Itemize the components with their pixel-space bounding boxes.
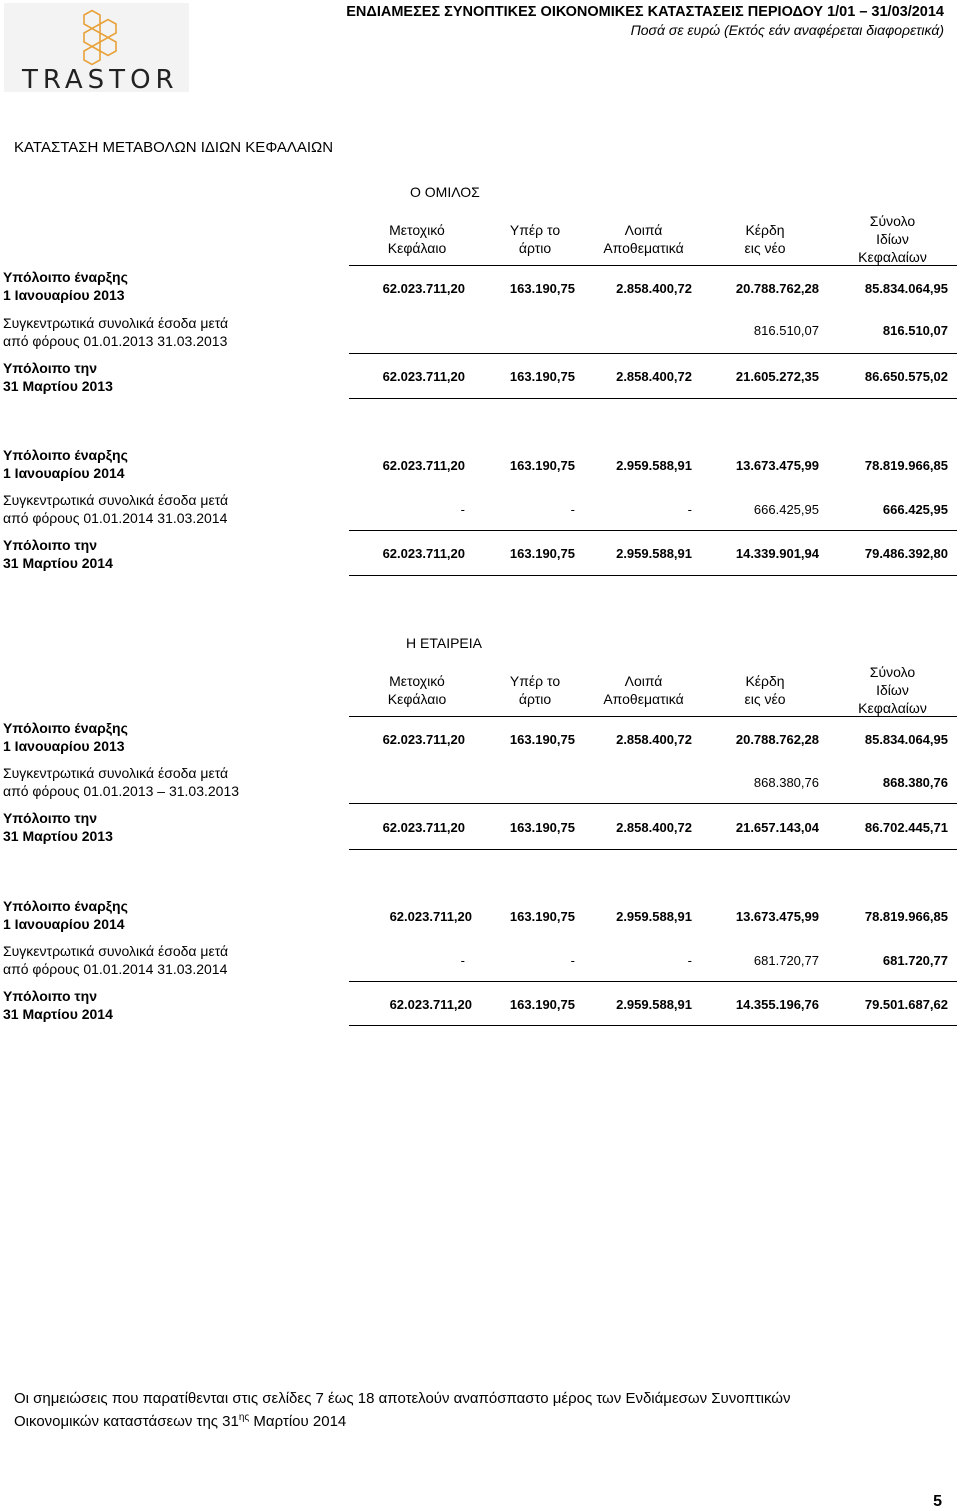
subtotal-rule (349, 353, 957, 354)
row-label: Συγκεντρωτικά συνολικά έσοδα μετά από φόρους 01.01.2013 31.03.2013 (3, 315, 229, 349)
row-label: Υπόλοιπο έναρξης 1 Ιανουαρίου 2014 (3, 447, 128, 481)
logo-wordmark: TRASTOR (22, 65, 179, 95)
row-label: Συγκεντρωτικά συνολικά έσοδα μετά από φόρους 01.01.2013 – 31.03.2013 (3, 765, 240, 799)
row-label: Υπόλοιπο την 31 Μαρτίου 2014 (3, 988, 113, 1022)
col-retained-earnings: Κέρδη εις νέο (744, 222, 786, 256)
col-share-premium: Υπέρ το άρτιο (509, 673, 561, 707)
subtotal-rule (349, 981, 957, 982)
report-header-subtitle: Ποσά σε ευρώ (Εκτός εάν αναφέρεται διαφορετικά) (630, 22, 944, 38)
row-label: Υπόλοιπο την 31 Μαρτίου 2013 (3, 360, 113, 394)
header-rule (349, 265, 957, 266)
total-rule (349, 1025, 957, 1026)
report-header-title: ΕΝΔΙΑΜΕΣΕΣ ΣΥΝΟΠΤΙΚΕΣ ΟΙΚΟΝΟΜΙΚΕΣ ΚΑΤΑΣΤΑΣΕΙΣ ΠΕΡΙΟΔΟΥ 1/01 – 31/03/2014 (346, 4, 944, 20)
row-label: Υπόλοιπο έναρξης 1 Ιανουαρίου 2013 (3, 269, 128, 303)
col-share-premium: Υπέρ το άρτιο (509, 222, 561, 256)
row-label: Συγκεντρωτικά συνολικά έσοδα μετά από φόρους 01.01.2014 31.03.2014 (3, 943, 229, 977)
row-label: Υπόλοιπο έναρξης 1 Ιανουαρίου 2014 (3, 898, 128, 932)
header-rule (349, 716, 957, 717)
total-rule (349, 398, 957, 399)
footnote: Οι σημειώσεις που παρατίθενται στις σελίδες 7 έως 18 αποτελούν αναπόσπαστο μέρος των Ενδιάμεσων Συνοπτικών Οικονομικών καταστάσεων της $31^{\eta\varsigma}$ Μαρτίου 2014 (14, 1390, 791, 1430)
subtotal-rule (349, 530, 957, 531)
col-other-reserves: Λοιπά Αποθεματικά (603, 222, 684, 256)
total-rule (349, 575, 957, 576)
group-heading: Ο ΟΜΙΛΟΣ (410, 184, 480, 200)
row-label: Συγκεντρωτικά συνολικά έσοδα μετά από φόρους 01.01.2014 31.03.2014 (3, 492, 229, 526)
col-total-equity: Σύνολο Ιδίων Κεφαλαίων (858, 213, 927, 265)
row-label: Υπόλοιπο την 31 Μαρτίου 2014 (3, 537, 113, 571)
statement-title: ΚΑΤΑΣΤΑΣΗ ΜΕΤΑΒΟΛΩΝ ΙΔΙΩΝ ΚΕΦΑΛΑΙΩΝ (14, 139, 334, 156)
total-rule (349, 849, 957, 850)
company-heading: Η ΕΤΑΙΡΕΙΑ (406, 635, 482, 651)
row-label: Υπόλοιπο έναρξης 1 Ιανουαρίου 2013 (3, 720, 128, 754)
col-other-reserves: Λοιπά Αποθεματικά (603, 673, 684, 707)
col-retained-earnings: Κέρδη εις νέο (744, 673, 786, 707)
col-share-capital: Μετοχικό Κεφάλαιο (387, 222, 447, 256)
col-share-capital: Μετοχικό Κεφάλαιο (387, 673, 447, 707)
row-label: Υπόλοιπο την 31 Μαρτίου 2013 (3, 810, 113, 844)
page-number: 5 (933, 1493, 942, 1510)
col-total-equity: Σύνολο Ιδίων Κεφαλαίων (858, 664, 927, 716)
trastor-logo (4, 3, 189, 95)
subtotal-rule (349, 803, 957, 804)
